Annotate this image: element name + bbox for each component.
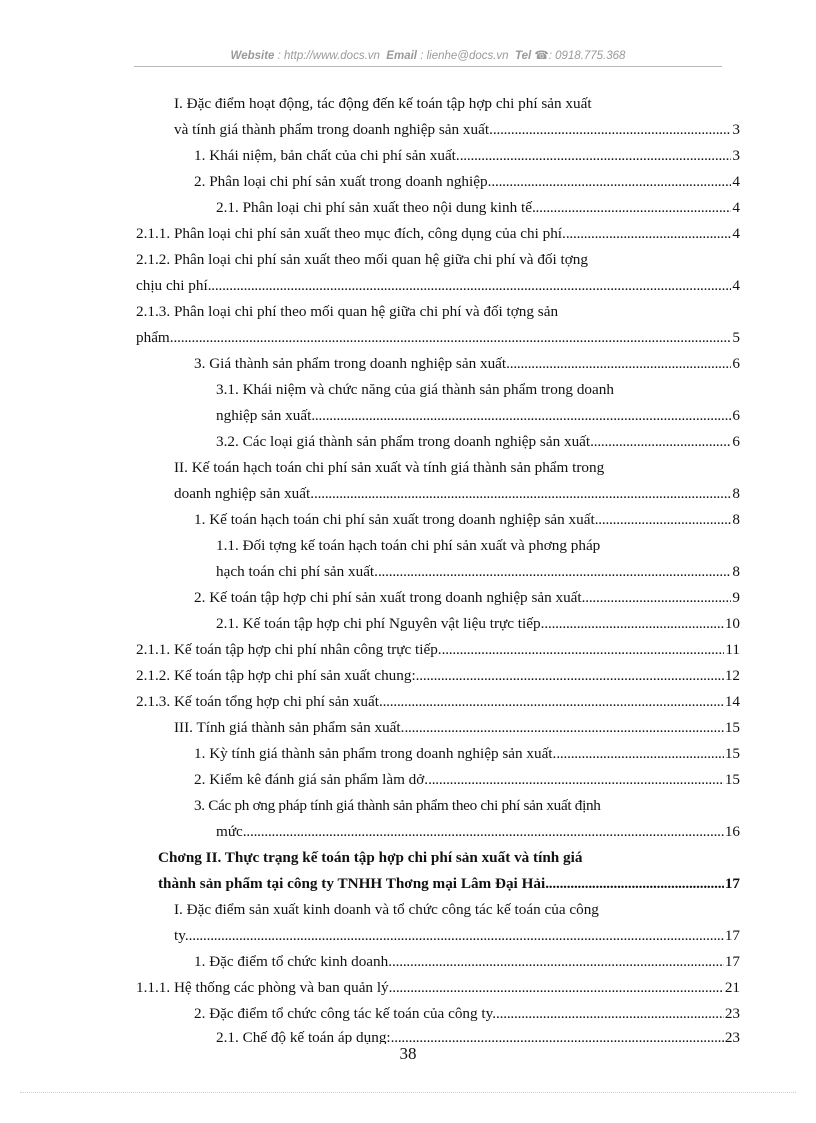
toc-line: 2.1.1. Kế toán tập hợp chi phí nhân công trực tiếp. . . . 11 <box>136 638 740 662</box>
toc-line: hạch toán chi phí sản xuất. . . . 8 <box>216 560 740 584</box>
toc-line: 3.1. Khái niệm và chức năng của giá thành sản phẩm trong doanh <box>216 381 614 398</box>
email-label: Email <box>386 50 417 62</box>
toc-line: và tính giá thành phẩm trong doanh nghiệp sản xuất. . . . 3 <box>174 118 740 142</box>
toc-line: phẩm. . . . 5 <box>136 326 740 350</box>
toc-line: 2.1.3. Kế toán tổng hợp chi phí sản xuất . . . 14 <box>136 690 740 714</box>
phone-icon: ☎ <box>534 50 549 62</box>
toc-line: 2. Kế toán tập hợp chi phí sản xuất trong doanh nghiệp sản xuất . . . 9 <box>194 586 740 610</box>
toc-line: 3. Các ph ơng pháp tính giá thành sản phẩm theo chi phí sản xuất định <box>194 797 601 814</box>
toc-line: doanh nghiệp sản xuất. . . . 8 <box>174 482 740 506</box>
email-value[interactable]: : lienhe@docs.vn <box>420 50 509 62</box>
toc-line: 2.1. Chế độ kế toán áp dụng: . . . 23 <box>216 1026 740 1044</box>
toc-line: Chơng II. Thực trạng kế toán tập hợp chi phí sản xuất và tính giá <box>158 849 583 866</box>
toc-line: 3.2. Các loại giá thành sản phẩm trong doanh nghiệp sản xuất . . . 6 <box>216 430 740 454</box>
toc-line: 2.1. Phân loại chi phí sản xuất theo nội dung kinh tế . . . 4 <box>216 196 740 220</box>
toc-line: thành sản phẩm tại công ty TNHH Thơng mại Lâm Đại Hải . . . 17 <box>158 872 740 896</box>
toc-line: mức . . . 16 <box>216 820 740 844</box>
toc-line: II. Kế toán hạch toán chi phí sản xuất và tính giá thành sản phẩm trong <box>174 459 605 476</box>
toc-line: 1. Kế toán hạch toán chi phí sản xuất trong doanh nghiệp sản xuất . . . 8 <box>194 508 740 532</box>
toc-line: ty. . . . 17 <box>174 924 740 948</box>
toc-line: 1. Khái niệm, bản chất của chi phí sản xuất. . . . 3 <box>194 144 740 168</box>
toc-line: 1. Đặc điểm tổ chức kinh doanh. . . . 17 <box>194 950 740 974</box>
toc-line: 2.1.2. Kế toán tập hợp chi phí sản xuất chung: . . . 12 <box>136 664 740 688</box>
tel-value: : 0918.775.368 <box>548 50 626 62</box>
toc-line: III. Tính giá thành sản phẩm sản xuất. . . . 15 <box>174 716 740 740</box>
header-divider <box>134 66 722 67</box>
toc-line: 1. Kỳ tính giá thành sản phẩm trong doanh nghiệp sản xuất. . . . 15 <box>194 742 740 766</box>
toc-line: 2.1.2. Phân loại chi phí sản xuất theo mối quan hệ giữa chi phí và đối tợng <box>136 251 588 268</box>
page-header <box>134 48 722 62</box>
toc-line: 1.1. Đối tợng kế toán hạch toán chi phí sản xuất và phơng pháp <box>216 537 601 554</box>
tel-label: Tel <box>514 50 532 62</box>
toc-line: 2. Kiểm kê đánh giá sản phẩm làm dở. . . . 15 <box>194 768 740 792</box>
page-number: 38 <box>399 1044 417 1063</box>
toc-line: chịu chi phí . . . 4 <box>136 274 740 298</box>
page-footer-divider <box>20 1092 796 1093</box>
toc-line: 2.1. Kế toán tập hợp chi phí Nguyên vật liệu trực tiếp. . . . 10 <box>216 612 740 636</box>
toc-line: 2.1.3. Phân loại chi phí theo mối quan hệ giữa chi phí và đối tợng sản <box>136 303 559 320</box>
toc-line: I. Đặc điểm sản xuất kinh doanh và tổ chức công tác kế toán của công <box>174 901 599 918</box>
toc-line: I. Đặc điểm hoạt động, tác động đến kế toán tập hợp chi phí sản xuất <box>174 95 592 112</box>
toc-line: 2.1.1. Phân loại chi phí sản xuất theo mục đích, công dụng của chi phí. . . . 4 <box>136 222 740 246</box>
toc-line: 3. Giá thành sản phẩm trong doanh nghiệp sản xuất . . . 6 <box>194 352 740 376</box>
toc-line: 1.1.1. Hệ thống các phòng và ban quản lý . . . 21 <box>136 976 740 1000</box>
toc-line: 2. Phân loại chi phí sản xuất trong doanh nghiệp. . . . 4 <box>194 170 740 194</box>
toc-line: 2. Đặc điểm tổ chức công tác kế toán của công ty. . . . 23 <box>194 1002 740 1026</box>
website-value[interactable]: : http://www.docs.vn <box>277 50 380 62</box>
toc-line: nghiệp sản xuất . . . 6 <box>216 404 740 428</box>
website-label: Website <box>230 50 275 62</box>
